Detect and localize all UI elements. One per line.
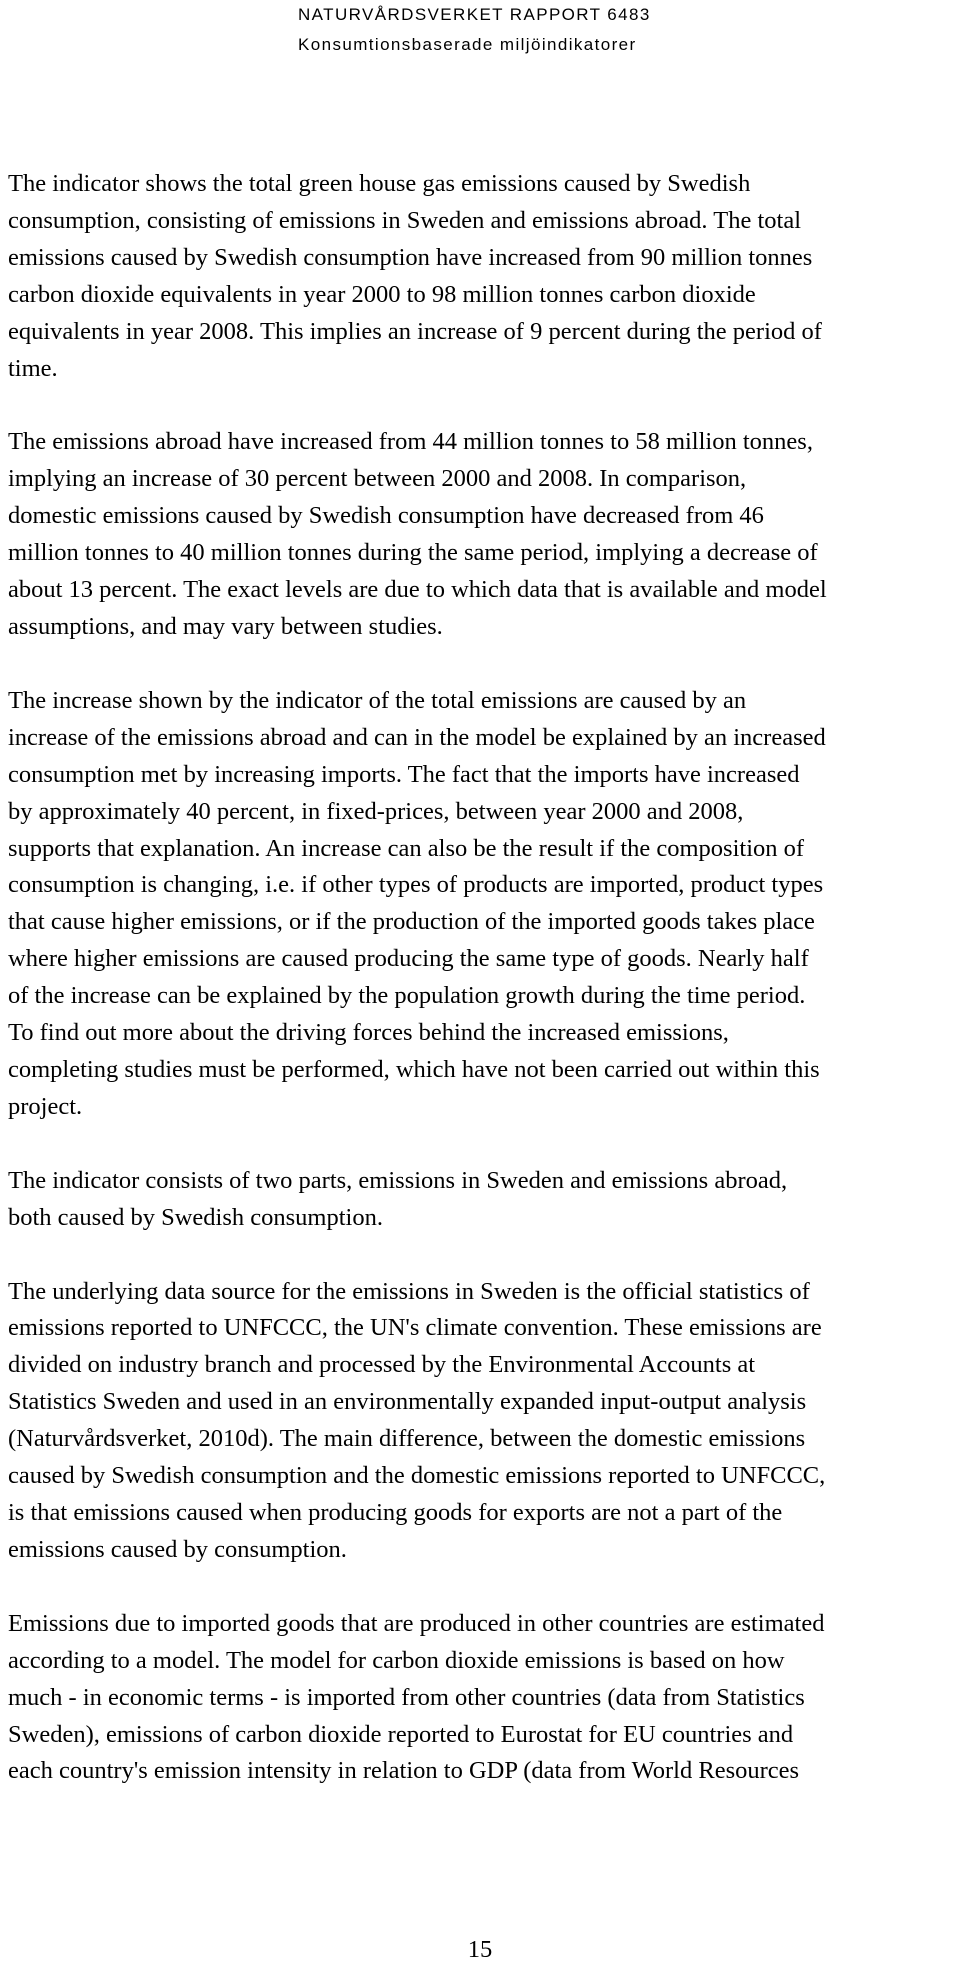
text-line: consumption is changing, i.e. if other types of products are imported, product types	[8, 871, 824, 899]
text-line: is that emissions caused when producing goods for exports are not a part of the	[8, 1499, 783, 1526]
paragraph	[8, 424, 960, 645]
text-line: The emissions abroad have increased from 44 million tonnes to 58 million tonnes,	[8, 428, 813, 456]
text-line: Emissions due to imported goods that are produced in other countries are estimated	[8, 1609, 825, 1637]
text-line: much - in economic terms - is imported from other countries (data from Statistics	[8, 1683, 805, 1711]
text-line: (Naturvårdsverket, 2010d). The main difference, between the domestic emissions	[8, 1425, 806, 1453]
text-line: Statistics Sweden and used in an environmentally expanded input-output analysis	[8, 1388, 807, 1416]
text-line: equivalents in year 2008. This implies an increase of 9 percent during the period of	[8, 317, 822, 345]
paragraph	[8, 1163, 960, 1237]
text-line: To find out more about the driving forces behind the increased emissions,	[8, 1019, 729, 1047]
page-number: 15	[467, 1936, 493, 1963]
text-line: about 13 percent. The exact levels are due to which data that is available and model	[8, 576, 827, 604]
text-line: million tonnes to 40 million tonnes during the same period, implying a decrease of	[8, 539, 818, 567]
text-line: time.	[8, 354, 58, 382]
paragraph	[8, 1274, 960, 1569]
text-line: emissions caused by consumption.	[8, 1535, 347, 1563]
text-line: both caused by Swedish consumption.	[8, 1203, 383, 1231]
text-line: divided on industry branch and processed by the Environmental Accounts at	[8, 1351, 756, 1379]
text-line: implying an increase of 30 percent between 2000 and 2008. In comparison,	[8, 465, 747, 493]
text-line: domestic emissions caused by Swedish consumption have decreased from 46	[8, 502, 764, 530]
text-line: The increase shown by the indicator of the total emissions are caused by an	[8, 686, 747, 714]
report-subtitle: Konsumtionsbaserade miljöindikatorer	[298, 35, 637, 54]
page-header	[298, 0, 718, 60]
text-line: by approximately 40 percent, in fixed-prices, between year 2000 and 2008,	[8, 797, 744, 825]
paragraph	[8, 166, 960, 387]
text-line: The indicator shows the total green house gas emissions caused by Swedish	[8, 170, 751, 197]
text-line: The indicator consists of two parts, emissions in Sweden and emissions abroad,	[8, 1166, 788, 1194]
text-line: supports that explanation. An increase can also be the result if the composition of	[8, 834, 805, 862]
text-line: emissions caused by Swedish consumption have increased from 90 million tonnes	[8, 243, 813, 271]
paragraph	[8, 683, 960, 1126]
text-line: consumption, consisting of emissions in Sweden and emissions abroad. The total	[8, 206, 801, 234]
text-line: carbon dioxide equivalents in year 2000 to 98 million tonnes carbon dioxide	[8, 280, 756, 308]
text-line: increase of the emissions abroad and can in the model be explained by an increased	[8, 723, 826, 751]
text-line: each country's emission intensity in relation to GDP (data from World Resources	[8, 1757, 800, 1785]
text-line: that cause higher emissions, or if the production of the imported goods takes place	[8, 908, 815, 936]
body-text	[8, 166, 960, 1827]
text-line: Sweden), emissions of carbon dioxide reported to Eurostat for EU countries and	[8, 1720, 794, 1748]
text-line: according to a model. The model for carbon dioxide emissions is based on how	[8, 1646, 785, 1674]
text-line: completing studies must be performed, which have not been carried out within this	[8, 1055, 820, 1083]
text-line: assumptions, and may vary between studies.	[8, 612, 443, 640]
text-line: project.	[8, 1092, 83, 1120]
paragraph	[8, 1606, 960, 1791]
text-line: consumption met by increasing imports. The fact that the imports have increased	[8, 760, 800, 788]
text-line: emissions reported to UNFCCC, the UN's climate convention. These emissions are	[8, 1314, 822, 1342]
text-line: of the increase can be explained by the population growth during the time period.	[8, 982, 806, 1010]
text-line: where higher emissions are caused producing the same type of goods. Nearly half	[8, 945, 809, 973]
report-title: NATURVÅRDSVERKET RAPPORT 6483	[298, 5, 651, 24]
text-line: caused by Swedish consumption and the domestic emissions reported to UNFCCC,	[8, 1462, 826, 1490]
text-line: The underlying data source for the emissions in Sweden is the official statistics of	[8, 1277, 810, 1305]
